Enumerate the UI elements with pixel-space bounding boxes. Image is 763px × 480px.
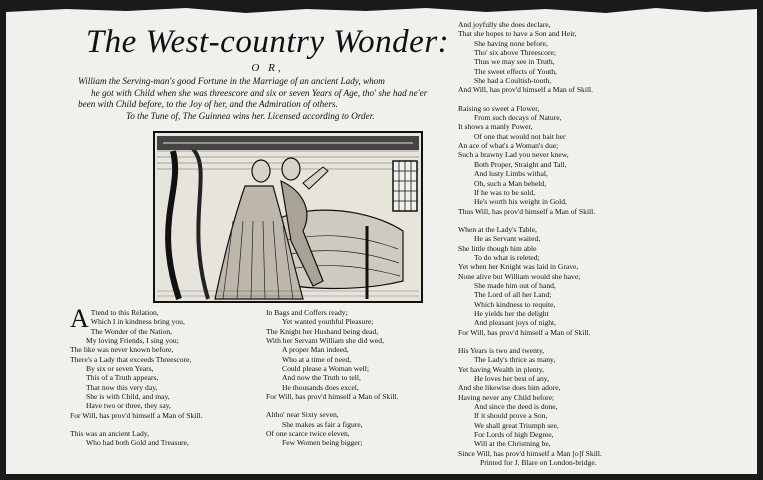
printer-imprint: Printed for J. Blare on London-bridge. — [480, 458, 597, 468]
subtitle-line: William the Serving-man's good Fortune in the Marriage of an ancient Lady, whom — [78, 76, 385, 86]
verse-line: Of one that would not bait her — [474, 131, 566, 141]
verse-line: She makes as fair a figure, — [282, 419, 363, 429]
verse-line: He loves her best of any, — [474, 374, 549, 384]
verse-line: My loving Friends, I sing you; — [86, 336, 179, 346]
stanza — [266, 308, 456, 401]
verse-line: He as Servant waited, — [474, 234, 541, 244]
stanza — [266, 410, 456, 447]
torn-edge — [6, 6, 757, 16]
verse-line: If it should prove a Son, — [474, 411, 548, 421]
verse-line: Have two or three, they say, — [86, 401, 171, 411]
verse-line: The Lord of all her Land; — [474, 290, 552, 300]
subtitle-line: been with Child before, to the Joy of her, and the Admiration of others. — [78, 99, 338, 109]
subtitle — [78, 76, 468, 122]
verse-line: For Will, has prov'd himself a Man of Skill. — [70, 410, 203, 420]
verse-line: Could please a Woman well; — [282, 364, 369, 374]
stanza — [458, 20, 628, 95]
verse-line: Yet having Wealth in plenty, — [458, 364, 544, 374]
verse-line: An ace of what's a Woman's due; — [458, 141, 559, 151]
stanza — [458, 225, 628, 337]
verse-line: Yet wanted youthful Pleasure; — [282, 317, 374, 327]
verse-line: She made him out of hand, — [474, 280, 556, 290]
verse-line: The like was never known before, — [70, 345, 174, 355]
verse-line: Will at the Christning be, — [474, 439, 551, 449]
verse-line: Having never any Child before; — [458, 392, 555, 402]
verse-line: And pleasant joys of night, — [474, 318, 557, 328]
drop-cap: A — [70, 304, 89, 333]
verse-line: Which kindness to requite, — [474, 299, 556, 309]
stanza — [458, 346, 628, 467]
stanza — [458, 104, 628, 216]
verse-line: If he was to be sold, — [474, 187, 536, 197]
verse-line: And now the Truth to tell, — [282, 373, 361, 383]
verse-line: With her Servant William she did wed, — [266, 336, 384, 346]
stanza — [70, 304, 260, 420]
text-column-1 — [70, 304, 260, 457]
verse-line: Few Women being bigger; — [282, 438, 363, 448]
verse-line: For Lords of high Degree, — [474, 430, 554, 440]
verse-line: Yet when her Knight was laid in Grave, — [458, 262, 579, 272]
verse-line: None alive but William would she have; — [458, 271, 581, 281]
ballad-title: The West-country Wonder: — [85, 24, 450, 60]
stanza — [70, 429, 260, 448]
verse-line: She had a Coultish-tooth, — [474, 76, 552, 86]
verse-line: There's a Lady that exceeds Threescore, — [70, 354, 192, 364]
verse-line: The Knight her Husband being dead, — [266, 326, 379, 336]
verse-line: And joyfully she does declare, — [458, 20, 551, 29]
verse-line: And since the deed is done, — [474, 402, 558, 412]
verse-line: Since Will, has prov'd himself a Man [o]f Skill. — [458, 448, 602, 458]
verse-line: That she hopes to have a Son and Heir, — [458, 29, 577, 39]
verse-line: And she likewise does him adore, — [458, 383, 561, 393]
verse-line: Such a brawny Lad you never knew, — [458, 150, 569, 160]
verse-line: And Will, has prov'd himself a Man of Skill. — [458, 85, 594, 95]
verse-line: He thousands does excel, — [282, 382, 359, 392]
verse-line: From such decays of Nature, — [474, 113, 562, 123]
verse-line: He yields her the delight — [474, 308, 549, 318]
verse-line: Altho' near Sixty seven, — [266, 410, 339, 420]
verse-line: He's worth his weight in Gold, — [474, 197, 567, 207]
verse-line: Who at a time of need, — [282, 354, 352, 364]
verse-line: By six or seven Years, — [86, 364, 154, 374]
verse-line: That now this very day, — [86, 382, 158, 392]
verse-line: To do what is releted; — [474, 252, 540, 262]
text-column-2 — [266, 308, 456, 457]
verse-line: It shows a manly Power, — [458, 122, 533, 132]
verse-line: Of one scarce twice eleven, — [266, 429, 350, 439]
verse-line: This of a Truth appears, — [86, 373, 159, 383]
verse-line: Both Proper, Straight and Tall, — [474, 159, 567, 169]
verse-line: She is with Child, and may, — [86, 392, 170, 402]
verse-line: For Will, has prov'd himself a Man of Skill. — [458, 327, 591, 337]
verse-line: A proper Man indeed, — [282, 345, 349, 355]
verse-line: The Wonder of the Nation, — [90, 326, 173, 336]
verse-line: Raising so sweet a Flower, — [458, 103, 540, 113]
verse-line: This was an ancient Lady, — [70, 429, 150, 439]
verse-line: His Years is two and twenty, — [458, 346, 545, 355]
verse-line: The Lady's thrice as many, — [474, 355, 556, 365]
verse-line: Ttend to this Relation, — [90, 308, 159, 317]
verse-line: Who had both Gold and Treasure, — [86, 438, 189, 448]
verse-line: Thus Will, has prov'd himself a Man of Skill. — [458, 206, 596, 216]
verse-line: She little though him able — [458, 243, 537, 253]
tune-line: To the Tune of, The Guinnea wins her. Licensed according to Order. — [126, 110, 375, 121]
subtitle-line: he got with Child when she was threescore and six or seven Years of Age, tho' she had ne'er — [91, 87, 428, 98]
text-column-3 — [458, 20, 628, 476]
verse-line: Thus we may see in Truth, — [474, 57, 555, 67]
verse-line: Which I in kindness bring you, — [90, 317, 185, 327]
verse-line: Oh, such a Man beheld, — [474, 178, 547, 188]
verse-line: And lusty Limbs withal, — [474, 169, 548, 179]
verse-line: In Bags and Coffers ready; — [266, 308, 348, 317]
verse-line: She having none before, — [474, 38, 548, 48]
verse-line: We shall great Triumph see, — [474, 420, 559, 430]
verse-line: Tho' six above Threescore; — [474, 48, 556, 58]
woodcut-illustration — [153, 131, 423, 303]
verse-line: When at the Lady's Table, — [458, 224, 537, 234]
title-or: O R, — [251, 62, 284, 74]
verse-line: For Will, has prov'd himself a Man of Skill. — [266, 392, 399, 402]
verse-line: The sweet effects of Youth, — [474, 66, 557, 76]
